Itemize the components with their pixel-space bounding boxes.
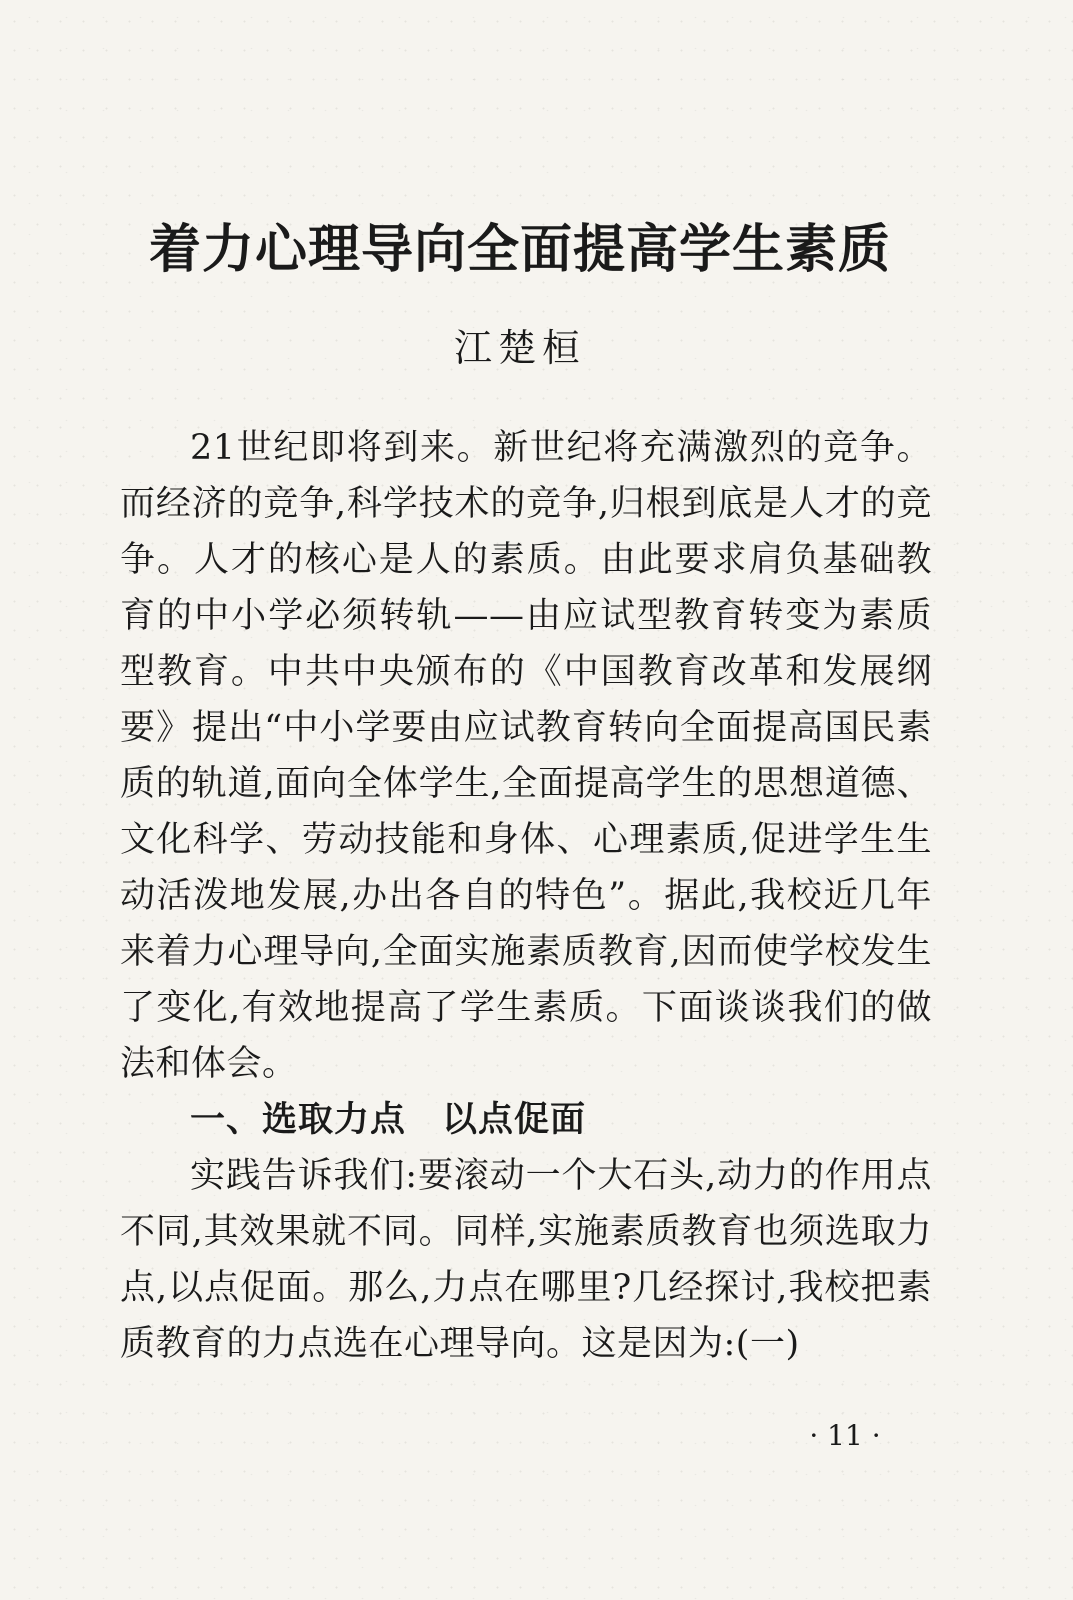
article-author: 江楚桓 xyxy=(453,326,586,370)
section-heading: 一、选取力点 以点促面 xyxy=(190,1100,587,1140)
article-body xyxy=(120,420,932,1372)
page-number: · 11 · xyxy=(809,1419,881,1452)
section-paragraph: 实践告诉我们:要滚动一个大石头,动力的作用点不同,其效果就不同。同样,实施素质教育也须选取力点,以点促面。那么,力点在哪里?几经探讨,我校把素质教育的力点选在心理导向。这是因为:(一) xyxy=(120,1156,932,1364)
article-title: 着力心理导向全面提高学生素质 xyxy=(148,219,891,280)
intro-paragraph: 21世纪即将到来。新世纪将充满激烈的竞争。而经济的竞争,科学技术的竞争,归根到底是人才的竞争。人才的核心是人的素质。由此要求肩负基础教育的中小学必须转轨——由应试型教育转变为素质型教育。中共中央颁布的《中国教育改革和发展纲要》提出“中小学要由应试教育转向全面提高国民素质的轨道,面向全体学生,全面提高学生的思想道德、文化科学、劳动技能和身体、心理素质,促进学生生动活泼地发展,办出各自的特色”。据此,我校近几年来着力心理导向,全面实施素质教育,因而使学校发生了变化,有效地提高了学生素质。下面谈谈我们的做法和体会。 xyxy=(120,428,932,1084)
